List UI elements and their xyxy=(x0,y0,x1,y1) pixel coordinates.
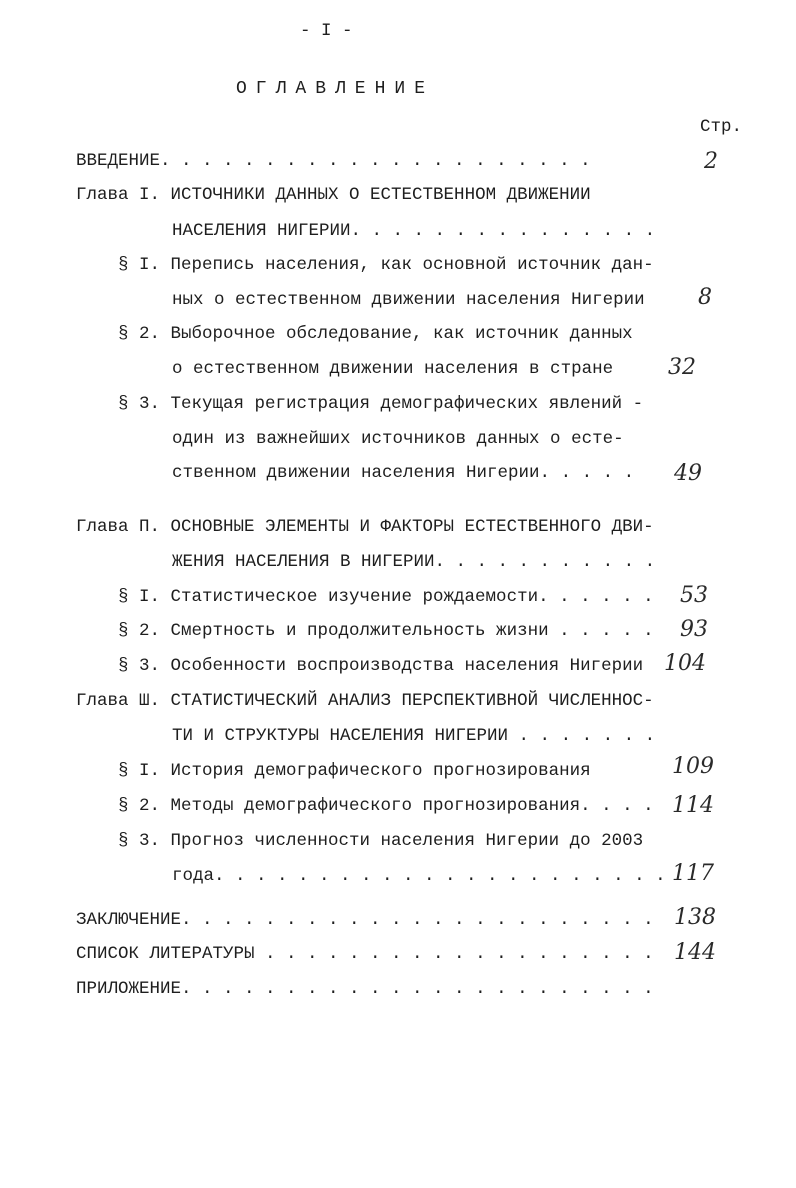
toc-section-1-1: § I. Перепись населения, как основной источник дан- xyxy=(118,255,654,275)
toc-chapter-1-title: Глава I. ИСТОЧНИКИ ДАННЫХ О ЕСТЕСТВЕННОМ ДВИЖЕНИИ xyxy=(76,185,591,205)
page-ref-section-1-3: 49 xyxy=(674,461,702,486)
toc-entry-conclusion: ЗАКЛЮЧЕНИЕ. . . . . . . . . . . . . . . . . . . . . . . xyxy=(76,910,654,930)
toc-entry-appendix: ПРИЛОЖЕНИЕ. . . . . . . . . . . . . . . . . . . . . . . xyxy=(76,979,654,999)
toc-chapter-2-title: Глава П. ОСНОВНЫЕ ЭЛЕМЕНТЫ И ФАКТОРЫ ЕСТЕСТВЕННОГО ДВИ- xyxy=(76,517,654,537)
toc-section-1-1-cont: ных о естественном движении населения Нигерии xyxy=(172,290,645,310)
toc-section-1-3: § 3. Текущая регистрация демографических явлений - xyxy=(118,394,644,414)
toc-section-2-1: § I. Статистическое изучение рождаемости. . . . . . xyxy=(118,587,654,607)
toc-chapter-1-title-cont: НАСЕЛЕНИЯ НИГЕРИИ. . . . . . . . . . . . . . . xyxy=(172,221,656,241)
toc-section-3-2: § 2. Методы демографического прогнозирования. . . . xyxy=(118,796,654,816)
page-ref-section-1-2: 32 xyxy=(668,355,696,380)
page-ref-conclusion: 138 xyxy=(674,905,716,930)
page-ref-section-1-1: 8 xyxy=(698,285,712,310)
toc-section-3-1: § I. История демографического прогнозирования xyxy=(118,761,591,781)
page-ref-section-3-3: 117 xyxy=(672,861,714,886)
page-number: - I - xyxy=(300,21,353,41)
page-ref-section-2-2: 93 xyxy=(680,617,708,642)
page-ref-section-3-1: 109 xyxy=(672,754,714,779)
page-ref-introduction: 2 xyxy=(704,149,718,174)
toc-chapter-2-title-cont: ЖЕНИЯ НАСЕЛЕНИЯ В НИГЕРИИ. . . . . . . . . . . xyxy=(172,552,656,572)
toc-chapter-3-title: Глава Ш. СТАТИСТИЧЕСКИЙ АНАЛИЗ ПЕРСПЕКТИВНОЙ ЧИСЛЕННОС- xyxy=(76,691,654,711)
page-ref-section-2-1: 53 xyxy=(680,583,708,608)
toc-entry-references: СПИСОК ЛИТЕРАТУРЫ . . . . . . . . . . . . . . . . . . . xyxy=(76,944,654,964)
toc-section-1-2-cont: о естественном движении населения в стране xyxy=(172,359,614,379)
toc-section-2-3: § 3. Особенности воспроизводства населения Нигерии xyxy=(118,656,644,676)
toc-section-3-3: § 3. Прогноз численности населения Нигерии до 2003 xyxy=(118,831,644,851)
toc-section-2-2: § 2. Смертность и продолжительность жизни . . . . . xyxy=(118,621,654,641)
page-ref-references: 144 xyxy=(674,940,716,965)
page-ref-section-2-3: 104 xyxy=(664,651,706,676)
toc-entry-introduction: ВВЕДЕНИЕ. . . . . . . . . . . . . . . . . . . . . xyxy=(76,151,591,171)
toc-section-1-3-cont: один из важнейших источников данных о есте- xyxy=(172,429,624,449)
toc-chapter-3-title-cont: ТИ И СТРУКТУРЫ НАСЕЛЕНИЯ НИГЕРИИ . . . . . . . xyxy=(172,726,656,746)
page-column-label: Стр. xyxy=(700,117,743,137)
toc-section-1-2: § 2. Выборочное обследование, как источник данных xyxy=(118,324,633,344)
toc-section-3-3-cont: года. . . . . . . . . . . . . . . . . . . . . . xyxy=(172,866,666,886)
toc-title: ОГЛАВЛЕНИЕ xyxy=(236,79,435,99)
toc-section-1-3-cont2: ственном движении населения Нигерии. . . . . xyxy=(172,463,635,483)
page-ref-section-3-2: 114 xyxy=(672,793,714,818)
